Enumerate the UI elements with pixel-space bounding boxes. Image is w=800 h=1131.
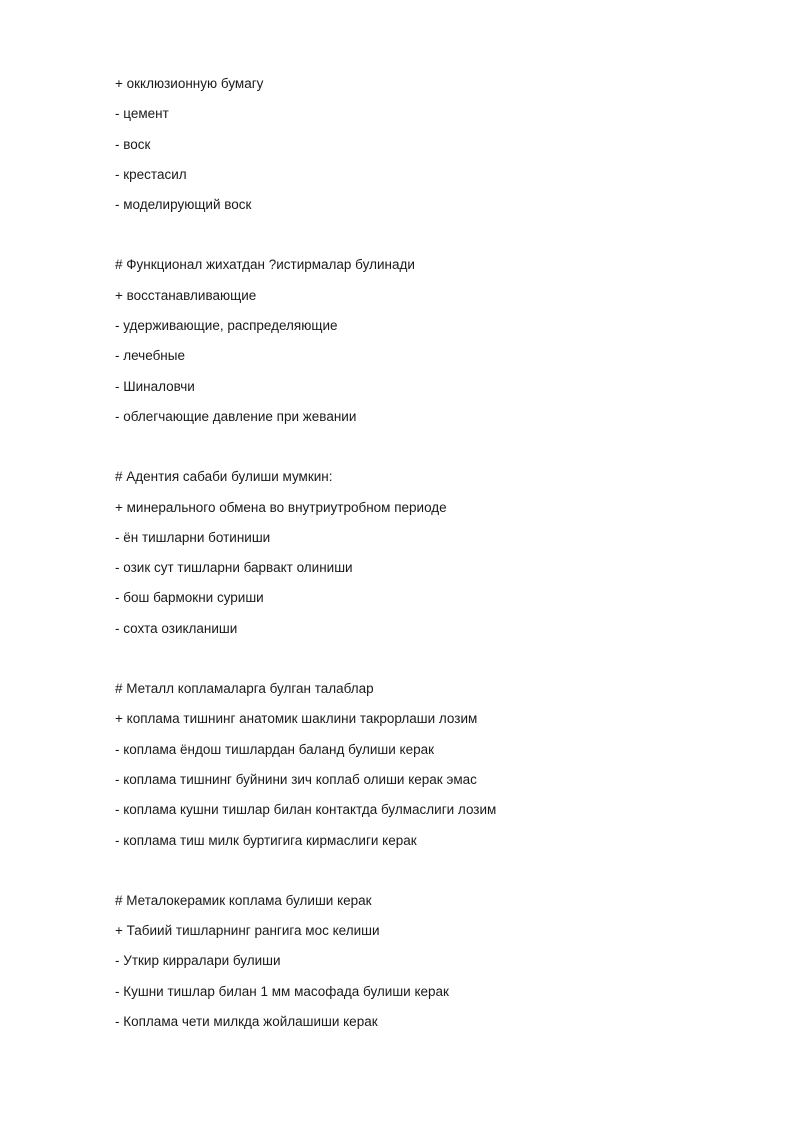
spacer (115, 650, 740, 680)
answer-option: - цемент (115, 106, 169, 122)
answer-option: - коплама тишнинг буйнини зич коплаб олиши керак эмас (115, 771, 477, 787)
question-text: # Металл копламаларга булган талаблар (115, 681, 374, 697)
answer-option-correct: + Табиий тишларнинг рангига мос келиши (115, 923, 380, 939)
answer-option: - озик сут тишларни барвакт олиниши (115, 560, 353, 576)
answer-option: - ён тишларни ботиниши (115, 529, 271, 545)
answer-option: - Уткир кирралари булиши (115, 953, 281, 969)
answer-group-fragment (115, 75, 740, 214)
answer-option-correct: + окклюзионную бумагу (115, 76, 264, 91)
question-block (115, 256, 740, 425)
answer-option: - удерживающие, распределяющие (115, 318, 338, 334)
answer-option: - коплама ёндош тишлардан баланд булиши керак (115, 741, 435, 757)
answer-option: - Шиналовчи (115, 378, 195, 394)
spacer (115, 862, 740, 892)
answer-option: - лечебные (115, 348, 185, 364)
answer-option: - Кушни тишлар билан 1 мм масофада булиши керак (115, 983, 449, 999)
answer-option: - Коплама чети милкда жойлашиши керак (115, 1014, 378, 1030)
answer-option: - облегчающие давление при жевании (115, 408, 357, 424)
answer-option: - сохта озикланиши (115, 620, 238, 636)
question-block (115, 680, 740, 849)
answer-option: - крестасил (115, 166, 187, 182)
answer-option-correct: + минерального обмена во внутриутробном периоде (115, 499, 447, 515)
answer-option: - коплама кушни тишлар билан контактда булмаслиги лозим (115, 802, 497, 818)
answer-option: - моделирующий воск (115, 197, 252, 213)
answer-option-correct: + коплама тишнинг анатомик шаклини такрорлаши лозим (115, 711, 478, 727)
answer-option: - коплама тиш милк буртигига кирмаслиги керак (115, 832, 417, 848)
spacer (115, 438, 740, 468)
answer-option: - бош бармокни суриши (115, 590, 264, 606)
answer-option: - воск (115, 136, 151, 152)
question-text: # Металокерамик коплама булиши керак (115, 892, 372, 908)
question-text: # Функционал жихатдан ?истирмалар булинади (115, 257, 415, 273)
answer-option-correct: + восстанавливающие (115, 287, 257, 303)
question-text: # Адентия сабаби булиши мумкин: (115, 469, 333, 485)
spacer (115, 226, 740, 256)
question-block (115, 468, 740, 637)
question-block (115, 892, 740, 1031)
